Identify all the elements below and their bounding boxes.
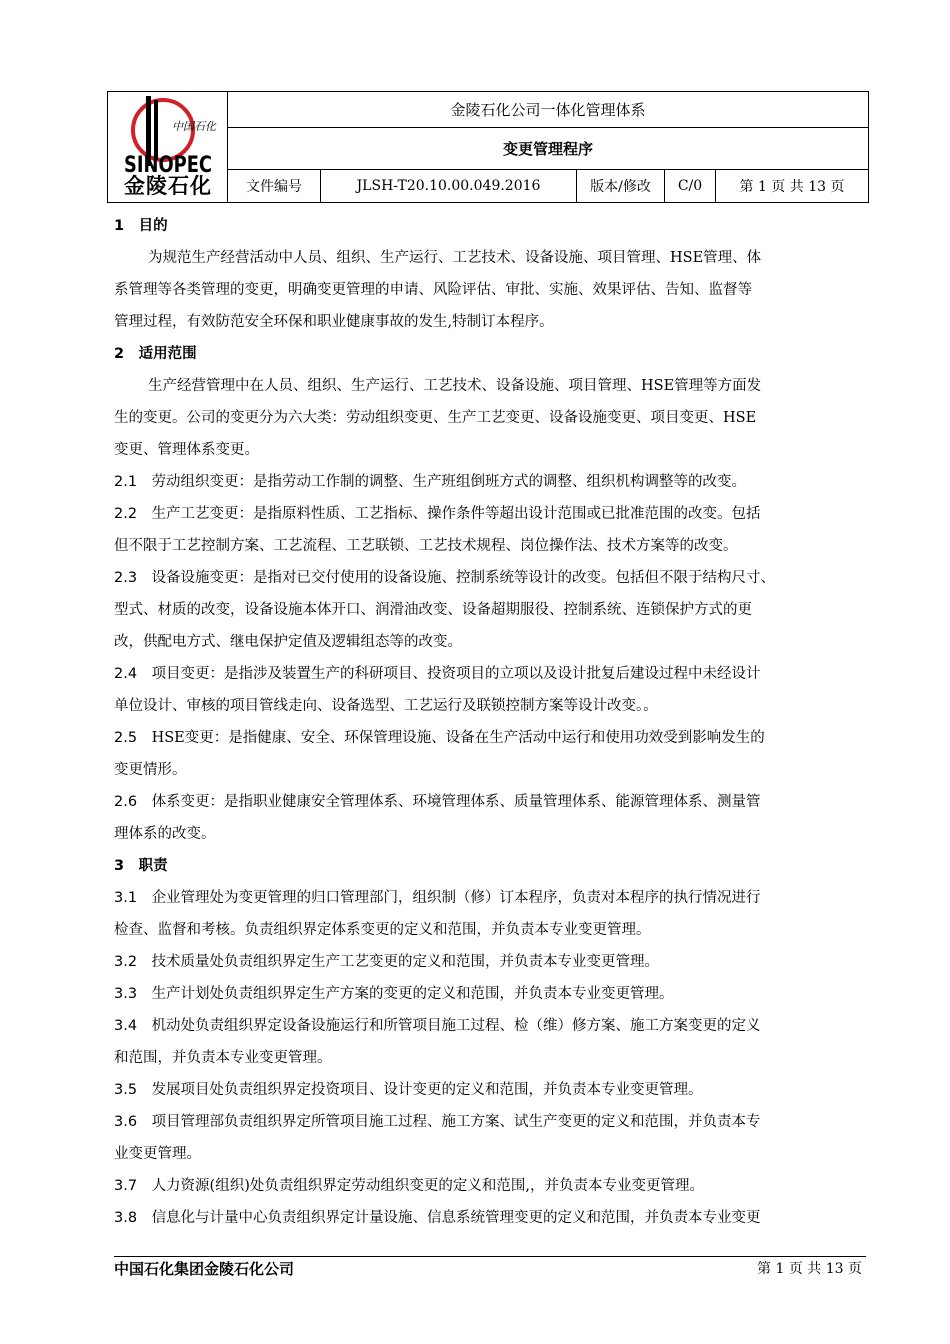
clause-text: 企业管理处为变更管理的归口管理部门，组织制（修）订本程序，负责对本程序的执行情况进行 [151,890,761,906]
clause-3-8 [114,1202,866,1234]
footer-page-info: 第 1 页 共 13 页 [757,1261,862,1277]
paragraph-line: 变更、管理体系变更。 [114,442,259,458]
paragraph-line: 生产经营管理中在人员、组织、生产运行、工艺技术、设备设施、项目管理、HSE管理等方面发 [148,378,762,394]
logo-script-text: 中国石化 [172,120,216,133]
clause-number: 2.3 [114,570,138,586]
clause-number: 2.4 [114,666,138,682]
doc-number-label: 文件编号 [228,169,321,202]
section-3-title: 3 职责 [114,858,168,874]
clause-text: 生产计划处负责组织界定生产方案的变更的定义和范围，并负责本专业变更管理。 [151,986,674,1002]
section-1-title: 1 目的 [114,218,168,234]
clause-number: 2.2 [114,506,138,522]
clause-text: 设备设施变更：是指对已交付使用的设备设施、控制系统等设计的改变。包括但不限于结构尺寸、 [151,570,776,586]
document-title: 变更管理程序 [228,127,869,169]
clause-3-3 [114,978,866,1010]
logo-caption: 金陵石化 [124,174,212,198]
clause-number: 3.1 [114,890,138,906]
clause-3-6 [114,1106,866,1138]
sinopec-logo [108,92,228,202]
clause-text: 发展项目处负责组织界定投资项目、设计变更的定义和范围，并负责本专业变更管理。 [151,1082,703,1098]
logo-wordmark: SINOPEC [124,153,212,178]
clause-3-5 [114,1074,866,1106]
version-value: C/0 [665,169,716,202]
paragraph-line: 变更情形。 [114,762,187,778]
paragraph-line: 单位设计、审核的项目管线走向、设备选型、工艺运行及联锁控制方案等设计改变。。 [114,698,658,714]
document-header-table [107,91,869,203]
clause-text: 信息化与计量中心负责组织界定计量设施、信息系统管理变更的定义和范围，并负责本专业变更 [151,1210,761,1226]
paragraph-line: 和范围，并负责本专业变更管理。 [114,1050,332,1066]
clause-2-2 [114,498,866,530]
clause-text: 人力资源(组织)处负责组织界定劳动组织变更的定义和范围,，并负责本专业变更管理。 [151,1178,704,1194]
clause-2-6 [114,786,866,818]
clause-text: 体系变更：是指职业健康安全管理体系、环境管理体系、质量管理体系、能源管理体系、测量管 [151,794,761,810]
clause-2-4 [114,658,866,690]
system-title: 金陵石化公司一体化管理体系 [228,92,869,128]
clause-number: 3.8 [114,1210,138,1226]
paragraph-line: 型式、材质的改变，设备设施本体开口、润滑油改变、设备超期服役、控制系统、连锁保护方式的更 [114,602,752,618]
paragraph-line: 管理过程，有效防范安全环保和职业健康事故的发生,特制订本程序。 [114,314,554,330]
logo-cell [108,92,228,203]
clause-text: 项目管理部负责组织界定所管项目施工过程、施工方案、试生产变更的定义和范围，并负责本专 [151,1114,761,1130]
clause-number: 3.4 [114,1018,138,1034]
clause-3-4 [114,1010,866,1042]
clause-2-3 [114,562,866,594]
clause-number: 3.6 [114,1114,138,1130]
clause-text: 机动处负责组织界定设备设施运行和所管项目施工过程、检（维）修方案、施工方案变更的定义 [151,1018,761,1034]
clause-text: 项目变更：是指涉及装置生产的科研项目、投资项目的立项以及设计批复后建设过程中未经设计 [151,666,761,682]
paragraph-line: 理体系的改变。 [114,826,216,842]
paragraph-line: 系管理等各类管理的变更，明确变更管理的申请、风险评估、审批、实施、效果评估、告知、监督等 [114,282,752,298]
doc-number-value: JLSH-T20.10.00.049.2016 [321,169,577,202]
paragraph-line: 生的变更。公司的变更分为六大类：劳动组织变更、生产工艺变更、设备设施变更、项目变更、HSE [114,410,757,426]
paragraph-line: 改，供配电方式、继电保护定值及逻辑组态等的改变。 [114,634,462,650]
section-2-title: 2 适用范围 [114,346,197,362]
clause-number: 3.3 [114,986,138,1002]
footer-company: 中国石化集团金陵石化公司 [114,1260,295,1278]
header-page-info: 第 1 页 共 13 页 [716,169,869,202]
clause-number: 3.7 [114,1178,138,1194]
paragraph-line: 为规范生产经营活动中人员、组织、生产运行、工艺技术、设备设施、项目管理、HSE管理、体 [148,250,762,266]
paragraph-line: 业变更管理。 [114,1146,201,1162]
clause-2-1 [114,466,866,498]
clause-text: 生产工艺变更：是指原料性质、工艺指标、操作条件等超出设计范围或已批准范围的改变。包括 [151,506,761,522]
paragraph-line: 但不限于工艺控制方案、工艺流程、工艺联锁、工艺技术规程、岗位操作法、技术方案等的改变。 [114,538,738,554]
clause-2-5 [114,722,866,754]
clause-3-2 [114,946,866,978]
clause-number: 3.2 [114,954,138,970]
clause-number: 2.5 [114,730,138,746]
clause-number: 2.1 [114,474,138,490]
sinopec-logo-graphic [108,92,228,180]
clause-text: HSE变更：是指健康、安全、环保管理设施、设备在生产活动中运行和使用功效受到影响发生的 [151,730,765,746]
clause-number: 3.5 [114,1082,138,1098]
clause-text: 劳动组织变更：是指劳动工作制的调整、生产班组倒班方式的调整、组织机构调整等的改变。 [151,474,747,490]
clause-3-1 [114,882,866,914]
clause-3-7 [114,1170,866,1202]
version-label: 版本/修改 [577,169,665,202]
clause-text: 技术质量处负责组织界定生产工艺变更的定义和范围，并负责本专业变更管理。 [151,954,660,970]
clause-number: 2.6 [114,794,138,810]
paragraph-line: 检查、监督和考核。负责组织界定体系变更的定义和范围，并负责本专业变更管理。 [114,922,651,938]
